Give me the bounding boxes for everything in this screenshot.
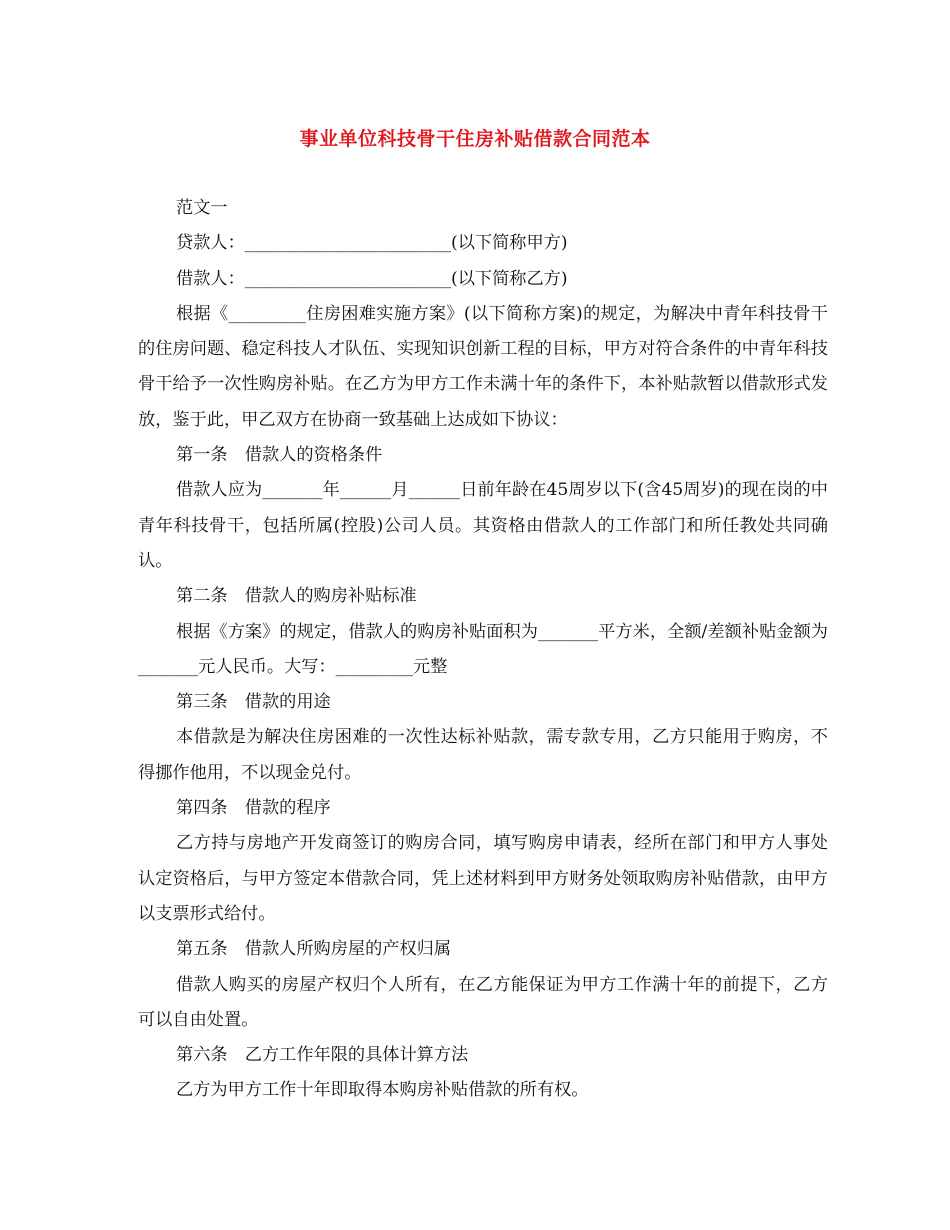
article-2-body: 根据《方案》的规定，借款人的购房补贴面积为_______平方米，全额/差额补贴金额为_______元人民币。大写：_________元整 [138,621,828,677]
lender-line: 贷款人：________________________(以下简称甲方) [176,233,568,254]
article-5-heading: 第五条 借款人所购房屋的产权归属 [176,939,452,960]
article-1-heading: 第一条 借款人的资格条件 [176,445,383,466]
article-5-body: 借款人购买的房屋产权归个人所有，在乙方能保证为甲方工作满十年的前提下，乙方可以自由处置。 [138,974,828,1030]
article-6-heading: 第六条 乙方工作年限的具体计算方法 [176,1045,469,1066]
article-6-body: 乙方为甲方工作十年即取得本购房补贴借款的所有权。 [176,1080,589,1101]
document-body [138,191,828,1109]
preamble-paragraph: 根据《_________住房困难实施方案》(以下简称方案)的规定，为解决中青年科技骨干的住房问题、稳定科技人才队伍、实现知识创新工程的目标，甲方对符合条件的中青年科技骨干给予一次性购房补贴。在乙方为甲方工作未满十年的条件下，本补贴款暂以借款形式发放，鉴于此，甲乙双方在协商一致基础上达成如下协议： [138,303,828,430]
section-label: 范文一 [176,198,228,218]
article-3-heading: 第三条 借款的用途 [176,692,331,713]
article-2-heading: 第二条 借款人的购房补贴标准 [176,586,417,607]
article-1-body: 借款人应为_______年______月______日前年龄在45周岁以下(含45周岁)的现在岗的中青年科技骨干，包括所属(控股)公司人员。其资格由借款人的工作部门和所任教处共同确认。 [138,480,828,571]
article-4-heading: 第四条 借款的程序 [176,798,331,819]
article-3-body: 本借款是为解决住房困难的一次性达标补贴款，需专款专用，乙方只能用于购房，不得挪作他用，不以现金兑付。 [138,727,828,783]
document-title: 事业单位科技骨干住房补贴借款合同范本 [299,128,651,150]
borrower-line: 借款人：________________________(以下简称乙方) [176,268,568,289]
article-4-body: 乙方持与房地产开发商签订的购房合同，填写购房申请表，经所在部门和甲方人事处认定资格后，与甲方签定本借款合同，凭上述材料到甲方财务处领取购房补贴借款，由甲方以支票形式给付。 [138,833,828,924]
